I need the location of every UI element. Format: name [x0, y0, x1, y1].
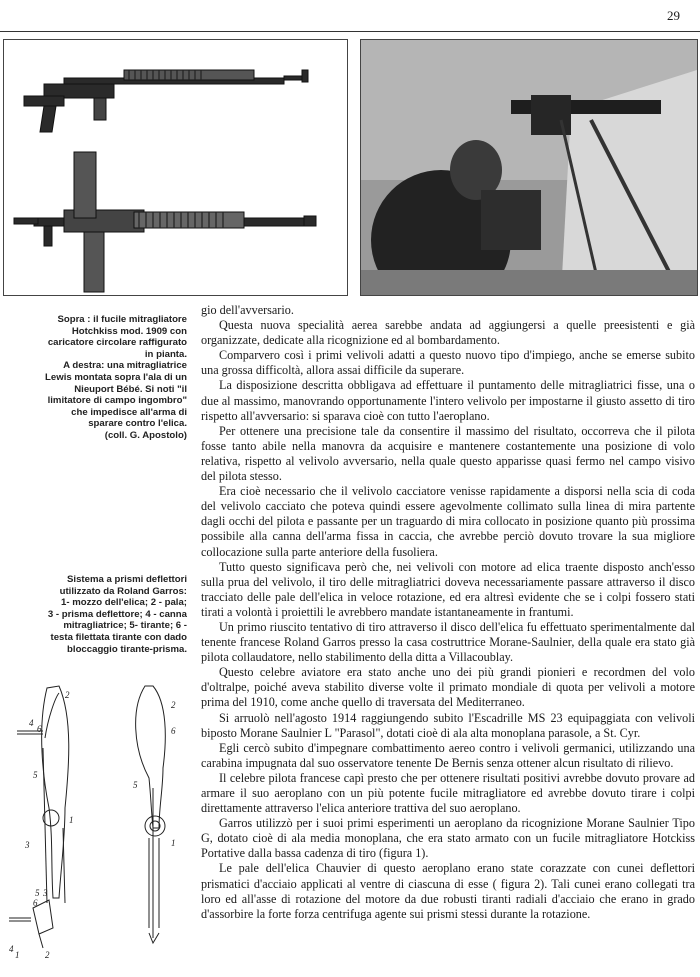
paragraph: Egli cercò subito d'impegnare combattimento aereo contro i velivoli germanici, utilizzando una carabina impugnata dal suo osservatore tenente De Bernis senza ottener alcun risultato di rilievo.: [201, 740, 695, 770]
lewis-gun-photograph: [360, 39, 698, 296]
caption-line: in pianta.: [144, 348, 187, 360]
caption-line: Sopra : il fucile mitragliatore: [57, 314, 187, 325]
paragraph: Garros utilizzò per i suoi primi esperimenti un aeroplano da ricognizione Morane Saulnier Tipo G, dotato cioè di ala media monoplana, che era stato armato con un fucile mitragliatore Hotckiss Portative dalla bassa cadenza di tiro (figura 1).: [201, 816, 695, 861]
paragraph: La disposizione descritta obbligava ad effettuare il puntamento delle mitragliatrici fisse, una o due al massimo, manovrando opportunamente l'intero velivolo per impostarne il giusto assetto di tiro rispetto all'avversario: si sparava cioè con tutto l'aeroplano.: [201, 378, 695, 423]
paragraph: Le pale dell'elica Chauvier di questo aeroplano erano state corazzate con cunei deflettori prismatici d'acciaio applicati al ventre di ciascuna di esse ( figura 2). Tali cunei erano collegati tra loro ed all'asse di rotazione del motore da due robusti tiranti radiali d'acciaio che erano in grado d'assorbire la forte forza centrifuga agente sui prismi stessi durante la rotazione.: [201, 861, 695, 921]
diagram-label: 1: [171, 838, 176, 848]
diagram-label: 2: [171, 700, 176, 710]
caption-line: (coll. G. Apostolo): [104, 429, 187, 441]
article-body: [201, 303, 695, 922]
diagram-label: 3: [25, 840, 30, 850]
caption-line: testa filettata tirante con dado: [50, 631, 187, 643]
paragraph: Un primo riuscito tentativo di tiro attraverso il disco dell'elica fu effettuato sperimentalmente dal tenente francese Roland Garros presso la casa costruttrice Morane-Saulnier, della quale era stato già pilota collaudatore, nello stabilimento della ditta a Villacoublay.: [201, 619, 695, 665]
diagram-label: 5: [35, 888, 40, 898]
caption-line: Sistema a prismi deflettori: [67, 574, 187, 585]
diagram-label: 6: [37, 724, 42, 734]
diagram-label: 1: [69, 815, 74, 825]
diagram-label: 6: [33, 898, 38, 908]
caption-line: mitragliatrice; 5- tirante; 6 -: [63, 620, 187, 632]
diagram-label: 2: [65, 690, 70, 700]
caption-line: bloccaggio tirante-prisma.: [67, 643, 187, 655]
caption-line: sparare contro l'elica.: [88, 418, 187, 430]
caption-prism-system: [3, 574, 187, 655]
diagram-label: 4: [29, 718, 34, 728]
prism-deflector-diagram: [3, 668, 193, 968]
paragraph: Questo celebre aviatore era stato anche uno dei più grandi pionieri e recordmen del volo d'oltralpe, poiché aveva stabilito diverse volte il primato mondiale di quota per velivoli a motore prima del 1910, come anche quello di traversata del Mediterraneo.: [201, 665, 695, 710]
diagram-label: 5: [133, 780, 138, 790]
diagram-label: 4: [9, 944, 14, 954]
diagram-label: 5: [33, 770, 38, 780]
caption-line: caricatore circolare raffigurato: [47, 337, 187, 349]
caption-line: 3 - prisma deflettore; 4 - canna: [47, 608, 187, 620]
paragraph: Il celebre pilota francese capì presto che per ottenere risultati positivi avrebbe dovuto provare ad armare il suo aeroplano con un più potente fucile mitragliatore ed avrebbe dovuto tirare i colpi direttamente attraverso l'elica anteriore trattiva del suo aeroplano.: [201, 770, 695, 816]
paragraph: Questa nuova specialità aerea sarebbe andata ad aggiungersi a quelle preesistenti e già organizzate, dedicate alla ricognizione ed al bombardamento.: [201, 318, 695, 348]
header-rule: [0, 31, 700, 32]
caption-line: 1- mozzo dell'elica; 2 - pala;: [61, 597, 187, 609]
caption-line: Nieuport Bébé. Si noti "il: [74, 383, 187, 395]
paragraph: Si arruolò nell'agosto 1914 raggiungendo subito l'Escadrille MS 23 equipaggiata con velivoli biposto Morane Saulnier L "Parasol", dotati cioè di ala alta monoplana parasole, a St. Cyr.: [201, 710, 695, 740]
diagram-label: 3: [43, 888, 48, 898]
diagram-label: 6: [171, 726, 176, 736]
page-number: 29: [667, 8, 680, 23]
caption-line: utilizzato da Roland Garros:: [59, 585, 187, 597]
caption-figures: [3, 314, 187, 442]
caption-line: Hotchkiss mod. 1909 con: [71, 325, 187, 337]
hotchkiss-gun-illustration: [3, 39, 348, 296]
diagram-label: 2: [45, 950, 50, 960]
paragraph: Era cioè necessario che il velivolo cacciatore venisse rapidamente a disporsi nella scia di coda del velivolo cacciato che poteva quindi essere agevolmente collimato sulla linea di mira partente dagli occhi del pilota e passante per un traguardo di mira collocato in posizione quanto più prossima possibile alla canna dell'arma fissa in caccia, che avrebbe perciò dovuto trovare la sua migliore collocazione sulla parte anteriore della fusoliera.: [201, 484, 695, 559]
diagram-label: 1: [15, 950, 20, 960]
paragraph: gio dell'avversario.: [201, 303, 294, 317]
paragraph: Comparvero così i primi velivoli adatti a questo nuovo tipo d'impiego, anche se emerse subito una grossa difficoltà, allora assai difficile da superare.: [201, 348, 695, 378]
caption-line: limitatore di campo ingombro": [47, 395, 187, 407]
caption-line: A destra: una mitragliatrice: [63, 360, 187, 372]
paragraph: Per ottenere una precisione tale da consentire il massimo del risultato, occorreva che il pilota fosse tanto abile nella manovra da acquisire e mantenere costantemente una posizione di volo relativa, rispetto al velivolo avversario, nella quale questo apparisse quasi fermo nel campo visivo del pilota stesso.: [201, 423, 695, 484]
caption-line: che impedisce all'arma di: [71, 406, 187, 418]
caption-line: Lewis montata sopra l'ala di un: [45, 371, 187, 383]
paragraph: Tutto questo significava però che, nei velivoli con motore ad elica traente disposto anch'esso sulla prua del velivolo, il tiro delle mitragliatrici doveva necessariamente passare attraverso il disco tracciato delle pale dell'elica in veloce rotazione, ed era altresì evidente che se i colpi fossero stati tirati a volontà i proiettili le avrebbero mandate istantaneamente in frantumi.: [201, 559, 695, 619]
